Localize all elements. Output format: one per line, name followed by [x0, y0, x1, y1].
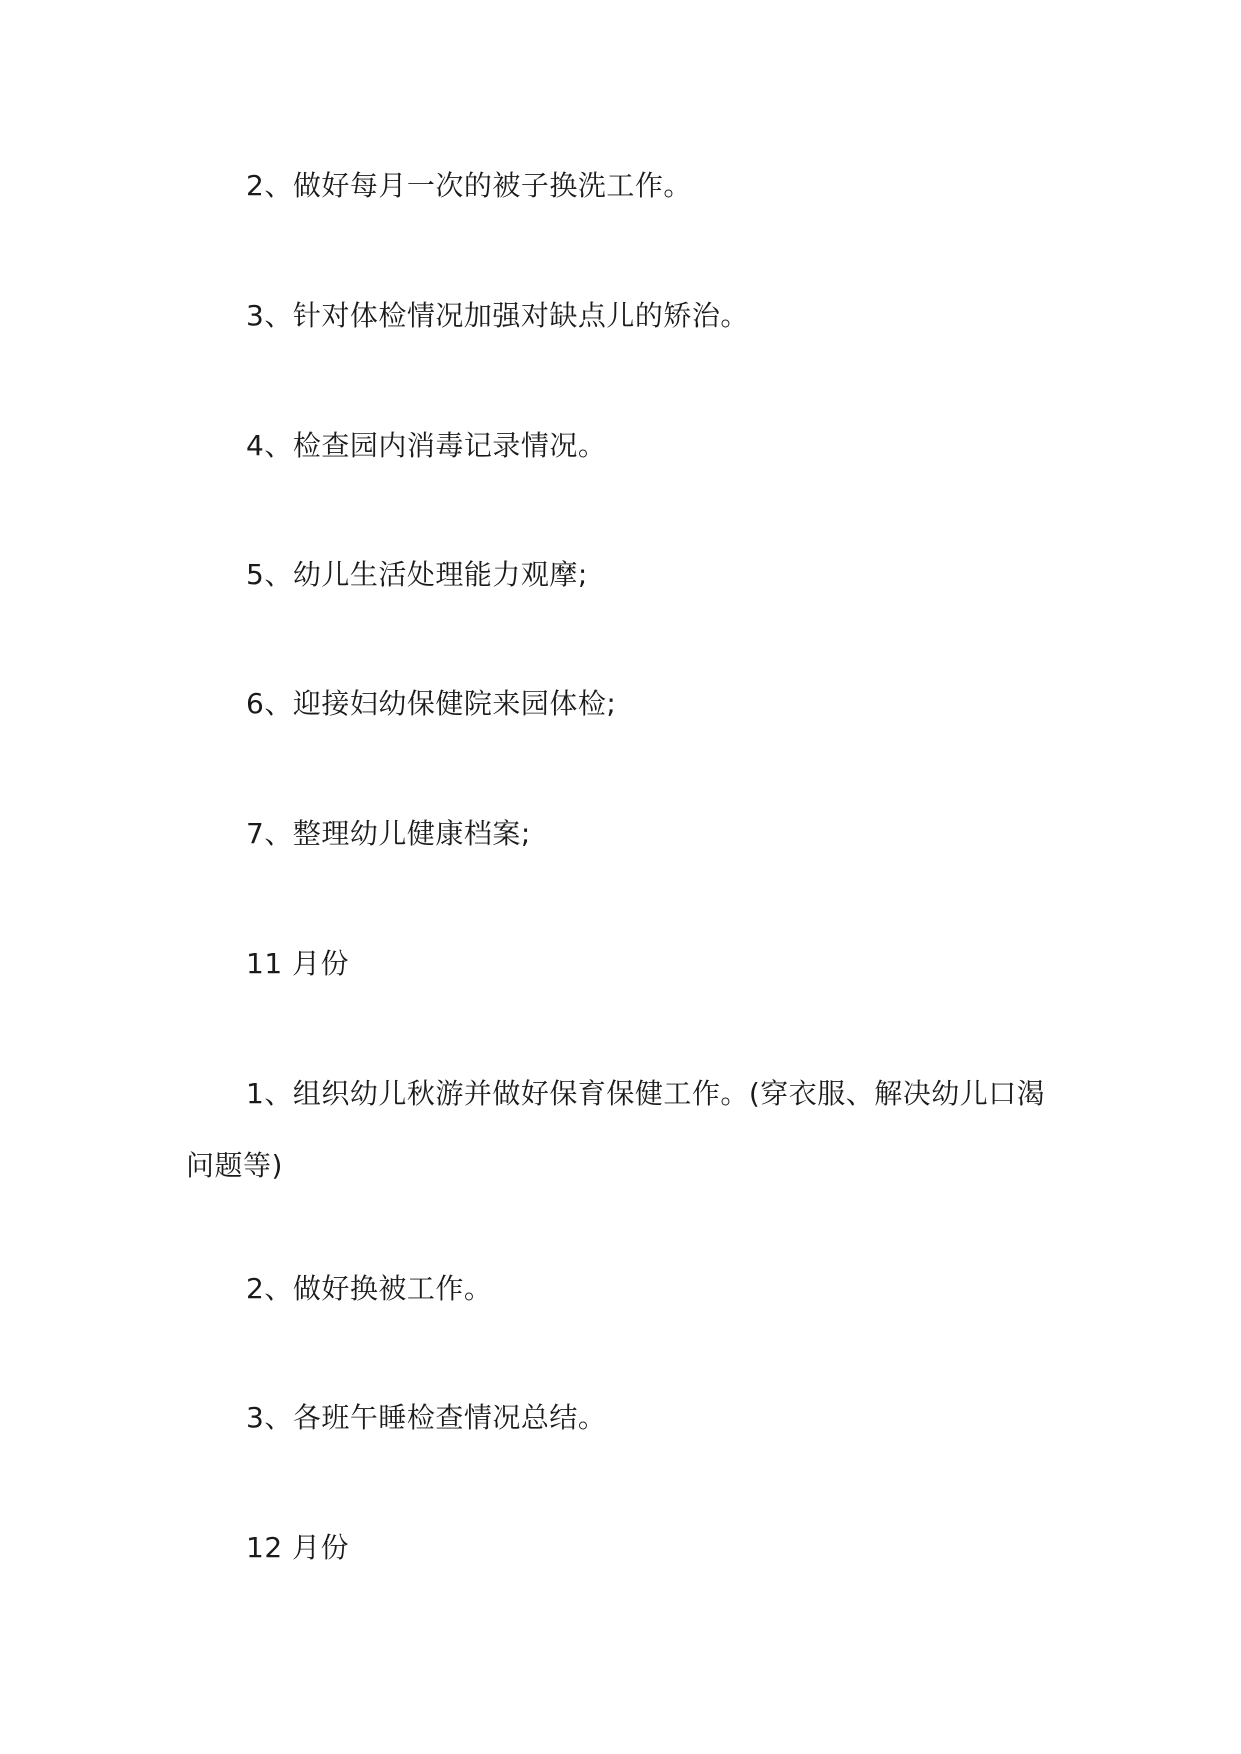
- paragraph-item-7-health-records: 7、整理幼儿健康档案;: [246, 817, 531, 850]
- paragraph-item-3-nap-summary: 3、各班午睡检查情况总结。: [246, 1401, 607, 1434]
- section-heading-november: 11 月份: [246, 947, 350, 980]
- paragraph-item-2-quilt-washing: 2、做好每月一次的被子换洗工作。: [246, 169, 692, 202]
- paragraph-item-3-correction: 3、针对体检情况加强对缺点儿的矫治。: [246, 299, 749, 332]
- paragraph-item-6-health-check: 6、迎接妇幼保健院来园体检;: [246, 687, 617, 720]
- paragraph-item-1-autumn-outing: 1、组织幼儿秋游并做好保育保健工作。(穿衣服、解决幼儿口渴问题等): [186, 1077, 1046, 1182]
- paragraph-item-2-quilt-change: 2、做好换被工作。: [246, 1272, 493, 1305]
- section-heading-december: 12 月份: [246, 1531, 350, 1564]
- paragraph-item-4-disinfection: 4、检查园内消毒记录情况。: [246, 429, 607, 462]
- paragraph-item-5-self-care: 5、幼儿生活处理能力观摩;: [246, 558, 588, 591]
